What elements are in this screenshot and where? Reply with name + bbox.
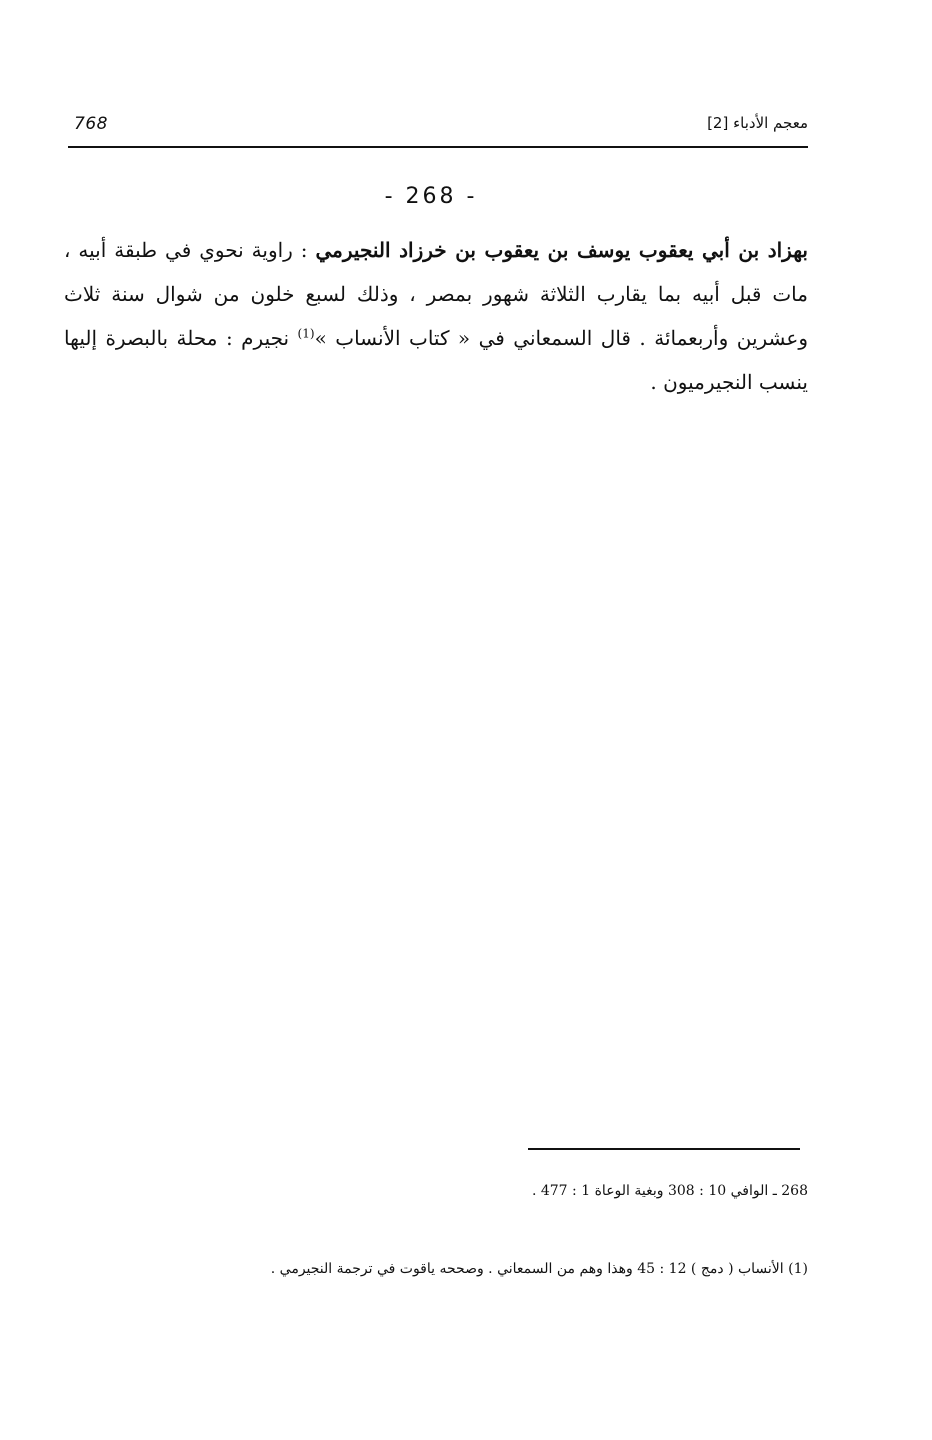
running-title: معجم الأدباء [2] [707,114,808,132]
page-number: 768 [74,114,108,134]
running-header [70,110,808,146]
source-footnote: 268 ـ الوافي 10 : 308 وبغية الوعاة 1 : 477 . [531,1183,808,1199]
footnote-1: (1) الأنساب ( دمج ) 12 : 45 وهذا وهم من السمعاني . وصححه ياقوت في ترجمة النجيرمي . [270,1261,808,1277]
entry-number: - 268 - [384,184,478,209]
subject-name: بهزاد بن أبي يعقوب يوسف بن يعقوب بن خرزاد النجيرمي [315,238,808,262]
entry-text-part-1: : راوية نحوي في طبقة أبيه ، مات قبل أبيه بما يقارب الثلاثة شهور بمصر ، وذلك لسبع خلون من شوال سنة ثلاث وعشرين وأربعمائة . قال السمعاني في « كتاب الأنساب » [64,238,808,350]
entry-text-part-2: نجيرم : محلة بالبصرة إليها ينسب النجيرميون . [64,326,808,394]
footnote-divider [528,1148,800,1150]
header-divider [68,146,808,148]
entry-body [64,228,808,404]
footnote-marker: (1) [297,326,315,341]
